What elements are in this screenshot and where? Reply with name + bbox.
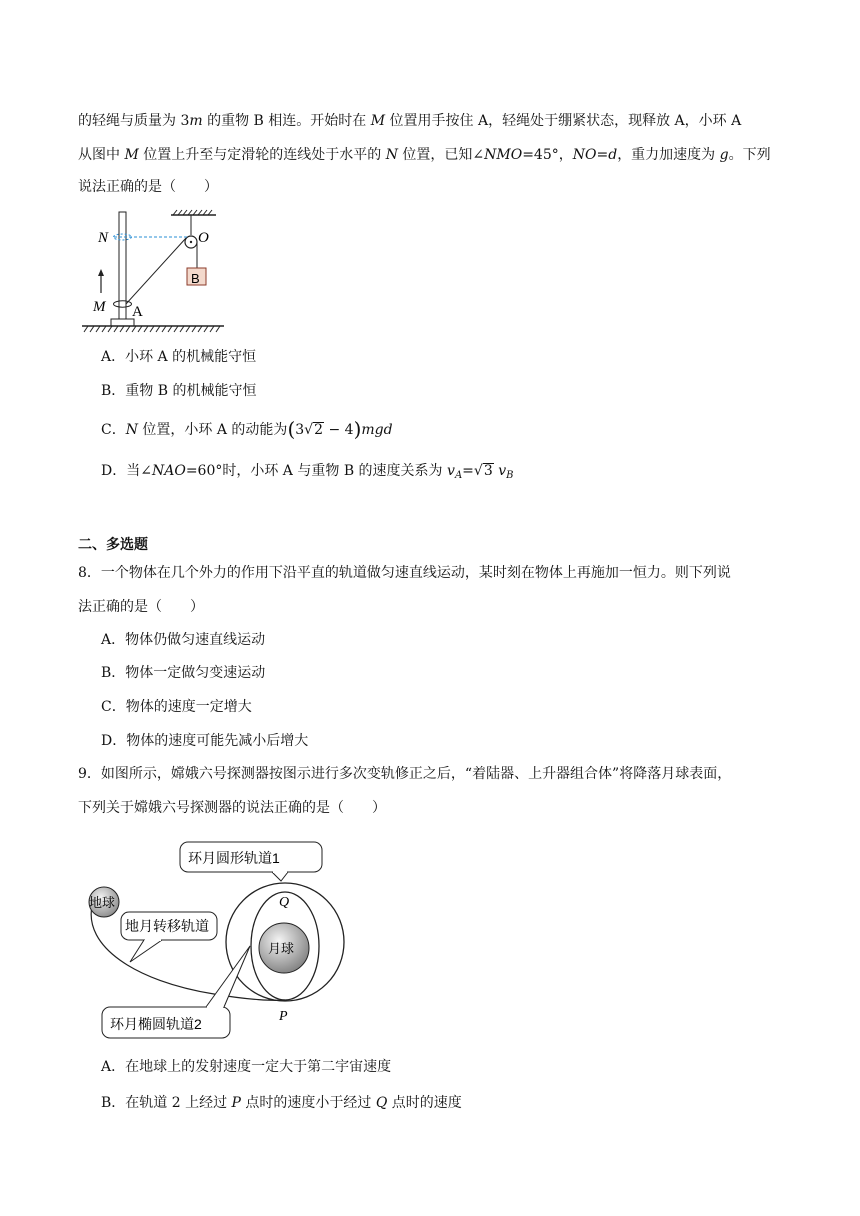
q7-option-a: A．小环 A 的机械能守恒 [101, 349, 257, 365]
q8-line-1: 8．一个物体在几个外力的作用下沿平直的轨道做匀速直线运动，某时刻在物体上再施加一恒力。则下列说 [78, 565, 731, 581]
q8-option-d: D．物体的速度可能先减小后增大 [101, 733, 309, 749]
q7-option-c: C．N 位置，小环 A 的动能为(3√2 − 4)mgd [101, 417, 393, 441]
section-heading: 二、多选题 [78, 537, 148, 553]
label-orbit-2: 环月椭圆轨道2 [110, 1016, 202, 1032]
q9-line-2: 下列关于嫦娥六号探测器的说法正确的是（ ） [78, 800, 386, 816]
lunar-orbit-figure [74, 836, 374, 1046]
q7-option-d: D．当∠NAO=60°时，小环 A 与重物 B 的速度关系为 $v_A=√3$ $v_B$ [101, 463, 514, 481]
label-B: B [191, 271, 200, 286]
label-orbit-1: 环月圆形轨道1 [188, 850, 280, 866]
q9-option-b: B．在轨道 2 上经过 P 点时的速度小于经过 Q 点时的速度 [101, 1095, 462, 1111]
label-earth: 地球 [89, 895, 116, 910]
label-transfer-orbit: 地月转移轨道 [125, 918, 209, 934]
q7-line-1: 的轻绳与质量为 3m 的重物 B 相连。开始时在 M 位置用手按住 A，轻绳处于绷紧状态，现释放 A，小环 A [78, 113, 742, 129]
label-P: P [279, 1009, 288, 1024]
pulley-ring-figure [78, 205, 238, 335]
q8-option-b: B．物体一定做匀变速运动 [101, 665, 266, 681]
q9-line-1: 9．如图所示，嫦娥六号探测器按图示进行多次变轨修正之后，“着陆器、上升器组合体”将降落月球表面， [78, 766, 732, 782]
q7-line-2: 从图中 M 位置上升至与定滑轮的连线处于水平的 N 位置，已知∠NMO=45°，NO=d，重力加速度为 g。下列 [78, 147, 771, 163]
q8-line-2: 法正确的是（ ） [78, 599, 204, 615]
q7-line-3: 说法正确的是（ ） [78, 179, 218, 195]
label-A: A [132, 304, 143, 320]
label-N: N [98, 230, 109, 246]
q8-option-a: A．物体仍做匀速直线运动 [101, 632, 266, 648]
q8-option-c: C．物体的速度一定增大 [101, 699, 252, 715]
q7-option-b: B．重物 B 的机械能守恒 [101, 383, 257, 399]
label-O: O [198, 230, 209, 246]
q9-option-a: A．在地球上的发射速度一定大于第二宇宙速度 [101, 1059, 392, 1075]
label-moon: 月球 [268, 941, 295, 956]
label-Q: Q [279, 895, 290, 910]
label-M: M [93, 299, 106, 315]
